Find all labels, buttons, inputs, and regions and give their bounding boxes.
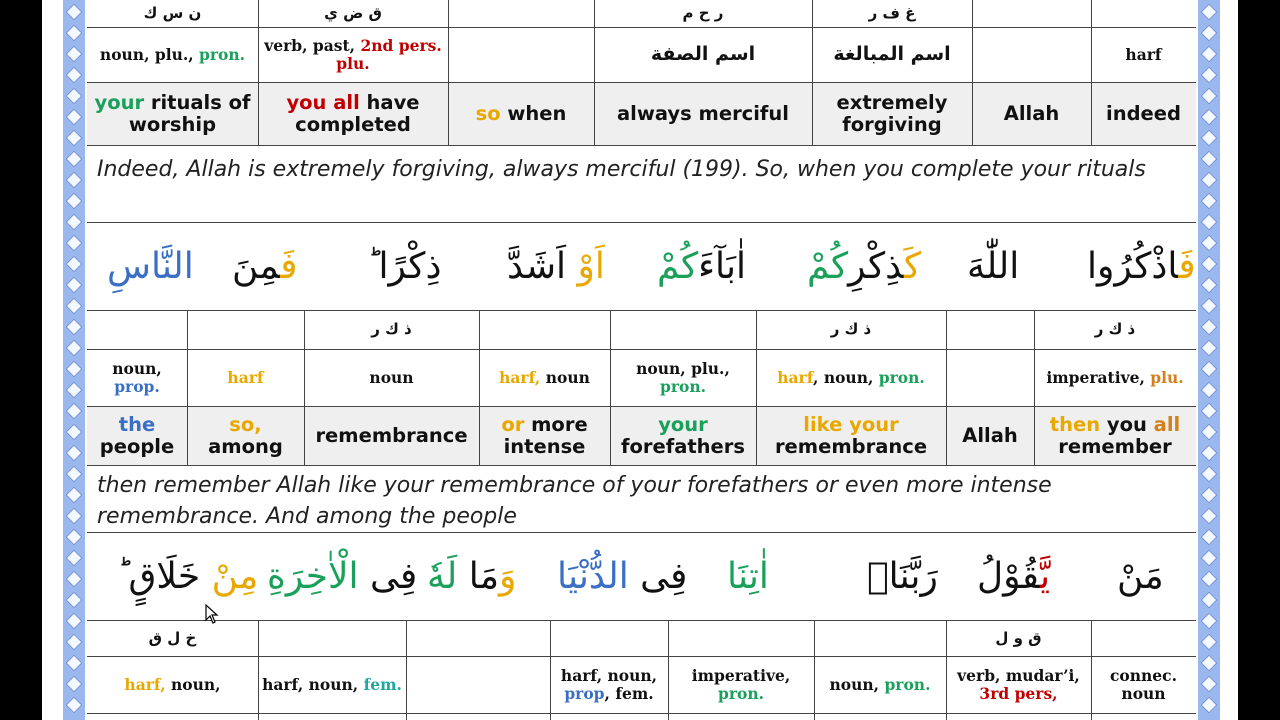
border-diamond — [66, 424, 83, 441]
text-run: extremely forgiving — [836, 90, 948, 136]
text-run: harf, noun, — [560, 666, 658, 686]
grammar-cell — [814, 657, 946, 713]
border-diamond — [1201, 4, 1218, 21]
border-diamond — [1201, 508, 1218, 525]
english-cell — [258, 83, 448, 145]
arabic-word — [267, 556, 417, 597]
text-run: كُمْ — [657, 246, 699, 287]
word-analysis-content — [87, 0, 1196, 720]
cell-text — [1117, 556, 1164, 597]
text-run: the — [118, 412, 156, 436]
text-run: harf, — [124, 675, 172, 695]
text-run: forefathers — [620, 435, 746, 458]
text-run: pron. — [878, 368, 925, 388]
text-run: مَا — [457, 556, 499, 597]
arabic-word — [117, 556, 258, 597]
arabic-word — [107, 246, 194, 287]
border-diamond — [66, 697, 83, 714]
text-run: مِنَ — [232, 246, 281, 287]
border-diamond — [1201, 571, 1218, 588]
border-diamond — [66, 109, 83, 126]
root-cell — [814, 621, 946, 656]
cell-text — [617, 103, 789, 125]
grammar-cell — [1034, 350, 1196, 406]
text-run: لَهٗ — [427, 556, 458, 597]
cell-text — [262, 37, 444, 73]
grammar-cell — [448, 28, 594, 82]
cell-text — [476, 103, 567, 125]
border-diamond — [66, 4, 83, 21]
english-cell — [479, 407, 610, 465]
root-cell — [187, 311, 304, 349]
grammar-cell — [1091, 28, 1196, 82]
grammar-cell — [756, 350, 946, 406]
border-diamond — [66, 613, 83, 630]
text-run: your — [94, 90, 145, 114]
border-diamond — [66, 529, 83, 546]
cell-text — [499, 369, 590, 387]
text-run: have completed — [295, 90, 420, 136]
border-diamond — [1201, 445, 1218, 462]
cell-text — [1106, 103, 1181, 125]
root-cell: ن س ك — [143, 3, 202, 22]
text-run: imperative, — [1046, 368, 1151, 388]
grammar-cell — [258, 28, 448, 82]
text-run: اٰبَآءَ — [698, 246, 747, 287]
arabic-word — [367, 246, 441, 287]
border-diamond — [66, 67, 83, 84]
arabic-word — [507, 246, 605, 287]
english-cell — [1034, 407, 1196, 465]
border-diamond — [66, 655, 83, 672]
text-run: so, — [229, 412, 262, 436]
border-diamond — [66, 25, 83, 42]
border-diamond — [1201, 634, 1218, 651]
text-run: , fem. — [604, 684, 654, 703]
cell-text — [262, 92, 444, 137]
border-diamond — [1201, 214, 1218, 231]
text-run: الْاٰخِرَةِ — [267, 556, 359, 597]
cell-text — [483, 414, 606, 459]
border-diamond — [1201, 655, 1218, 672]
border-diamond — [66, 151, 83, 168]
root-cell — [550, 621, 668, 656]
cell-text — [614, 360, 752, 396]
root-cell — [972, 0, 1091, 27]
text-run: اللّٰهَ — [967, 246, 1020, 287]
grammar-cell — [550, 657, 668, 713]
cell-text — [124, 676, 220, 694]
english-cell — [187, 407, 304, 465]
root-cell — [87, 311, 187, 349]
border-diamond — [1201, 277, 1218, 294]
cell-text — [427, 556, 516, 597]
border-diamond — [1201, 298, 1218, 315]
grammar-cell — [87, 657, 258, 713]
english-cell — [87, 83, 258, 145]
text-run: اَشَدَّ — [507, 246, 578, 287]
border-diamond — [1201, 256, 1218, 273]
border-diamond — [66, 172, 83, 189]
border-diamond — [1201, 193, 1218, 210]
arabic-word — [427, 556, 516, 597]
text-run: وَ — [498, 556, 517, 597]
cell-text — [867, 556, 938, 597]
text-run: اذْكُرُوا — [1087, 246, 1179, 287]
cell-text — [1038, 414, 1192, 459]
text-run: remembrance — [315, 423, 468, 447]
text-run: people — [99, 435, 175, 458]
text-run: harf — [777, 368, 814, 388]
root-cell — [479, 311, 610, 349]
border-diamond — [66, 88, 83, 105]
english-cell — [448, 83, 594, 145]
border-diamond — [1201, 46, 1218, 63]
translation-text: Indeed, Allah is extremely forgiving, always merciful (199). So, when you complete your rituals — [97, 157, 1146, 182]
border-diamond — [66, 361, 83, 378]
cell-text — [777, 369, 925, 387]
text-run: you all — [286, 90, 360, 114]
translation-text: then remember Allah like your remembrance of your forefathers or even more intense remembrance. And among the people — [97, 473, 1052, 529]
text-run: رَبَّنَاۤ — [867, 556, 938, 597]
mouse-pointer-icon — [205, 604, 219, 624]
text-run: prop. — [114, 377, 160, 396]
cell-text — [1095, 667, 1192, 703]
text-run: فَ — [280, 246, 298, 287]
root-cell — [1091, 621, 1196, 656]
text-run: النَّاسِ — [107, 246, 194, 287]
text-run: plu. — [1150, 368, 1184, 388]
cell-text — [557, 556, 687, 597]
arabic-word — [1117, 556, 1164, 597]
border-diamond — [66, 298, 83, 315]
grammar-cell — [479, 350, 610, 406]
root-cell: ر ح م — [682, 3, 724, 22]
border-diamond — [1201, 235, 1218, 252]
cell-text — [977, 556, 1050, 597]
border-diamond — [1201, 403, 1218, 420]
cell-text — [369, 369, 413, 387]
border-diamond — [66, 256, 83, 273]
border-diamond — [66, 550, 83, 567]
cell-text — [91, 92, 254, 137]
english-cell — [594, 83, 812, 145]
text-run: then — [1049, 412, 1101, 436]
cell-text — [672, 667, 810, 703]
text-run: verb, mudar’i, — [957, 666, 1080, 686]
text-run: , noun, — [813, 368, 879, 388]
border-diamond — [66, 319, 83, 336]
border-diamond — [66, 592, 83, 609]
decorative-border-right — [1198, 0, 1220, 720]
cell-text — [262, 676, 402, 694]
border-diamond — [1201, 88, 1218, 105]
border-diamond — [1201, 67, 1218, 84]
cell-text — [107, 246, 194, 287]
border-diamond — [1201, 613, 1218, 630]
border-diamond — [66, 445, 83, 462]
border-diamond — [66, 676, 83, 693]
cell-text — [657, 246, 746, 287]
cell-text — [117, 556, 258, 597]
text-run: more intense — [503, 412, 588, 458]
cell-text — [807, 246, 921, 287]
text-run: pron. — [659, 377, 706, 396]
text-run: harf — [1125, 45, 1162, 65]
text-run: اٰتِنَا — [727, 556, 769, 597]
arabic-word — [232, 246, 297, 287]
text-run: verb, past, — [264, 36, 361, 56]
text-run: فِى — [628, 556, 688, 597]
cell-text — [91, 414, 183, 459]
border-diamond — [66, 634, 83, 651]
cell-text — [651, 44, 755, 66]
border-diamond — [1201, 466, 1218, 483]
text-run: noun — [545, 368, 590, 388]
arabic-word — [967, 246, 1019, 287]
cell-text — [91, 360, 183, 396]
root-cell — [1091, 0, 1196, 27]
arabic-word — [1087, 246, 1196, 287]
text-run: noun — [369, 368, 414, 388]
text-run: all — [1153, 412, 1181, 436]
text-run: connec. noun — [1109, 666, 1177, 703]
cell-text — [315, 425, 467, 447]
text-run: اسم المبالغة — [833, 43, 951, 66]
border-diamond — [1201, 487, 1218, 504]
english-cell — [946, 407, 1034, 465]
text-run: plu. — [336, 54, 370, 73]
border-diamond — [1201, 550, 1218, 567]
border-diamond — [1201, 25, 1218, 42]
border-diamond — [1201, 151, 1218, 168]
text-run: الدُّنْيَا — [557, 556, 629, 597]
arabic-word — [657, 246, 746, 287]
text-run: pron. — [717, 684, 764, 703]
cell-text — [760, 414, 942, 459]
text-run: مَنْ — [1117, 556, 1164, 597]
border-diamond — [66, 130, 83, 147]
text-run: Allah — [962, 423, 1018, 447]
root-cell: ق ض ي — [324, 3, 382, 22]
cell-text — [1087, 246, 1196, 287]
text-run: like your — [803, 412, 899, 436]
text-run: ذِكْرًا ؕ — [367, 246, 442, 287]
arabic-word — [557, 556, 687, 597]
text-run: always merciful — [617, 101, 789, 125]
cell-text — [267, 556, 417, 597]
text-run: pron. — [199, 45, 246, 65]
text-run: ذِكْرِ — [848, 246, 905, 287]
cell-text — [962, 425, 1018, 447]
cell-text — [1125, 46, 1161, 64]
cell-text — [967, 246, 1019, 287]
english-cell — [304, 407, 479, 465]
arabic-word — [727, 556, 769, 597]
arabic-word — [807, 246, 921, 287]
text-run: your — [658, 412, 708, 436]
border-diamond — [66, 277, 83, 294]
text-run: noun, plu., — [99, 45, 200, 65]
root-cell: غ ف ر — [868, 3, 916, 22]
grammar-cell — [594, 28, 812, 82]
text-run: قُوْلُ — [977, 556, 1040, 597]
text-run: you — [1100, 412, 1154, 436]
cell-text — [950, 667, 1087, 703]
grammar-cell — [946, 350, 1034, 406]
border-diamond — [66, 571, 83, 588]
text-run: اسم الصفة — [650, 43, 756, 66]
border-diamond — [1201, 361, 1218, 378]
root-cell: ق و ل — [995, 628, 1042, 647]
grammar-cell — [258, 657, 406, 713]
border-diamond — [1201, 130, 1218, 147]
text-run: pron. — [884, 675, 931, 695]
text-run: rituals of worship — [128, 90, 251, 136]
decorative-border-left — [63, 0, 85, 720]
arabic-word — [867, 556, 938, 597]
grammar-cell — [87, 350, 187, 406]
text-run: harf, — [499, 368, 546, 388]
grammar-cell — [304, 350, 479, 406]
english-cell — [812, 83, 972, 145]
text-run: 2nd pers. — [360, 36, 442, 56]
cell-text — [1004, 103, 1060, 125]
border-diamond — [66, 487, 83, 504]
text-run: when — [500, 101, 567, 125]
text-run: prop — [564, 684, 605, 703]
border-diamond — [66, 466, 83, 483]
root-cell — [946, 311, 1034, 349]
english-cell — [610, 407, 756, 465]
text-run: اَوْ — [577, 246, 605, 287]
border-diamond — [1201, 697, 1218, 714]
border-diamond — [1201, 319, 1218, 336]
grammar-cell — [1091, 657, 1196, 713]
border-diamond — [1201, 109, 1218, 126]
cell-text — [554, 667, 664, 703]
border-diamond — [1201, 676, 1218, 693]
border-diamond — [66, 340, 83, 357]
english-cell — [972, 83, 1091, 145]
text-run: remember — [1058, 435, 1172, 458]
text-run: كُمْ — [807, 246, 849, 287]
border-diamond — [66, 46, 83, 63]
text-run: يَّ — [1039, 556, 1050, 597]
cell-text — [816, 92, 968, 137]
english-cell — [87, 407, 187, 465]
cell-text — [232, 246, 297, 287]
border-diamond — [66, 403, 83, 420]
text-run: Allah — [1003, 101, 1060, 125]
text-run: noun, — [112, 359, 162, 379]
root-cell: ذ ك ر — [830, 320, 872, 339]
grammar-cell — [610, 350, 756, 406]
cell-text — [191, 414, 300, 459]
border-diamond — [1201, 172, 1218, 189]
border-diamond — [66, 214, 83, 231]
cell-text — [830, 676, 931, 694]
text-run: noun, plu., — [636, 359, 730, 379]
text-run: noun, — [171, 675, 221, 695]
grammar-cell — [668, 657, 814, 713]
root-cell: ذ ك ر — [371, 320, 412, 339]
root-cell — [258, 621, 406, 656]
border-diamond — [1201, 529, 1218, 546]
grammar-cell — [87, 28, 258, 82]
text-run: harf — [227, 368, 264, 388]
cell-text — [727, 556, 769, 597]
border-diamond — [66, 193, 83, 210]
text-run: fem. — [363, 675, 402, 695]
root-cell: ذ ك ر — [1094, 320, 1136, 339]
root-cell — [448, 0, 594, 27]
text-run: كَ — [904, 246, 922, 287]
border-diamond — [1201, 382, 1218, 399]
cell-text — [227, 369, 263, 387]
grammar-cell — [812, 28, 972, 82]
border-diamond — [1201, 340, 1218, 357]
root-cell — [406, 621, 550, 656]
text-run: 3rd pers, — [979, 684, 1058, 703]
text-run: indeed — [1106, 101, 1181, 125]
root-cell — [610, 311, 756, 349]
text-run: among — [208, 435, 283, 458]
text-run: harf, noun, — [262, 675, 364, 695]
english-cell — [1091, 83, 1196, 145]
text-run: مِنْ — [211, 556, 259, 597]
english-cell — [756, 407, 946, 465]
border-diamond — [1201, 592, 1218, 609]
border-diamond — [66, 508, 83, 525]
grammar-cell — [187, 350, 304, 406]
cell-text — [833, 44, 950, 66]
text-run: فِى — [358, 556, 418, 597]
border-diamond — [66, 235, 83, 252]
text-run: so — [475, 101, 501, 125]
grammar-cell — [406, 657, 550, 713]
cell-text — [507, 246, 605, 287]
text-run: remembrance — [774, 435, 928, 458]
arabic-word — [977, 556, 1050, 597]
cell-text — [614, 414, 752, 459]
text-run: خَلَاقٍ ؕ — [117, 556, 212, 597]
grammar-cell — [972, 28, 1091, 82]
cell-text — [100, 46, 245, 64]
root-cell: خ ل ق — [148, 628, 197, 647]
border-diamond — [66, 382, 83, 399]
root-cell — [668, 621, 814, 656]
grammar-cell — [946, 657, 1091, 713]
cell-text — [367, 246, 441, 287]
text-run: imperative, — [691, 666, 791, 686]
text-run: noun, — [829, 675, 885, 695]
text-run: or — [501, 412, 525, 436]
cell-text — [1046, 369, 1183, 387]
text-run: فَ — [1178, 246, 1196, 287]
border-diamond — [1201, 424, 1218, 441]
